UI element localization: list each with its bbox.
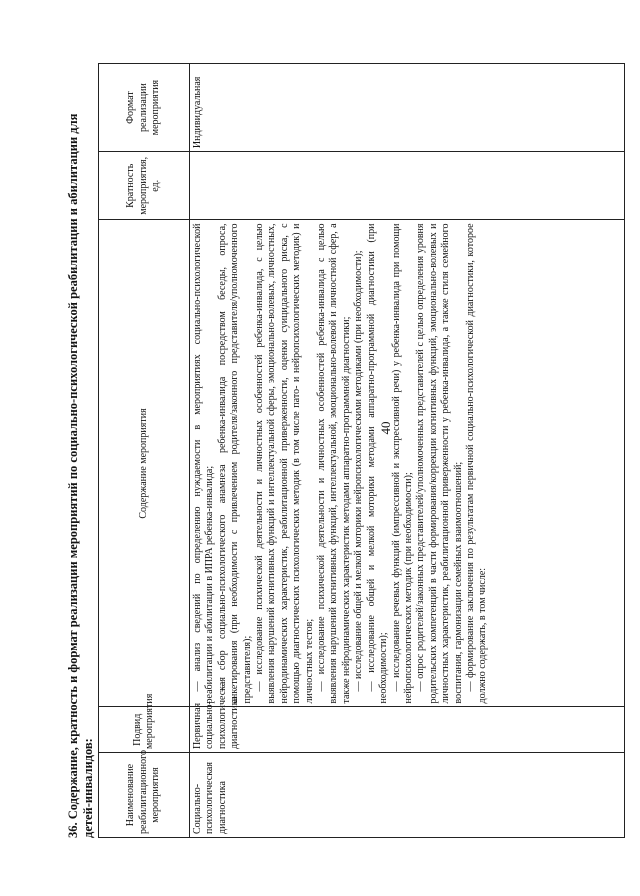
document-heading: 36. Содержание, кратность и формат реализации мероприятий по социально-психологической реабилитации и абилитации для детей-инвалидов:	[66, 113, 95, 838]
cell-multiplicity	[190, 152, 625, 220]
content-item: — исследование общей и мелкой моторики методами аппаратно-программной диагностики (при необходимости);	[365, 223, 390, 704]
cell-measure-name: Социально-психологическая диагностика	[190, 753, 625, 838]
header-subtype: Подвид мероприятия	[99, 707, 190, 753]
content-item: — анализ сведений по определению нуждаемости в мероприятиях социально-психологической реабилитации и абилитации в ИПРА ребенка-инвалида;	[192, 223, 216, 704]
rehabilitation-table	[98, 63, 625, 838]
content-item: — исследование речевых функций (импрессивной и экспрессивной речи) у ребенка-инвалида при помощи нейропсихологических методик (при необходимости);	[390, 223, 414, 704]
content-item: — формирование заключения по результатам первичной социально-психологической диагностики, которое должно содержать, в том числе:	[464, 223, 489, 704]
table-row	[190, 64, 625, 838]
cell-subtype: Первичная социально-психологическая диагностика	[190, 707, 625, 753]
header-measure-name: Наименование реабилитационного мероприятия	[99, 753, 190, 838]
header-format: Формат реализации мероприятия	[99, 64, 190, 152]
header-content: Содержание мероприятия	[99, 220, 190, 707]
content-item: — сбор социально-психологического анамнеза ребенка-инвалида посредством беседы, опроса, анкетирования (при необходимости с привлечением родителя/законного представителя/уполномоченного представителя);	[216, 223, 253, 704]
cell-content	[190, 220, 625, 707]
content-item: — опрос родителей/законных представителей/уполномоченных представителей с целью определения уровня родительских компетенций в части формирования/коррекции когнитивных функций, эмоционально-волевых и личностных характеристик, реабилитационной приверженности у ребенка-инвалида, а также стиля семейного воспитания, гармонизации семейных взаимоотношений;	[415, 223, 464, 704]
cell-format: Индивидуальная	[190, 64, 625, 152]
content-item: — исследование психической деятельности и личностных особенностей ребенка-инвалида с целью выявления нарушений когнитивных функций, интеллектуальной, эмоционально-волевой и личностной сфер, а также нейродинамических характеристик методами аппаратно-программной диагностики;	[316, 223, 352, 704]
table-header-row	[99, 64, 190, 838]
header-multiplicity: Кратность мероприятия, ед.	[99, 152, 190, 220]
content-item: — исследование психической деятельности и личностных особенностей ребенка-инвалида, с целью выявления нарушений когнитивных функций и интеллектуальной сферы, эмоционально-волевых, личностных, нейродинамических характеристик, реабилитационной приверженности, оценки суицидального риска, с помощью диагностических психологических методик (в том числе пато- и нейропсихологических методик) и личностных тестов;	[254, 223, 315, 704]
rotated-document-page	[66, 58, 626, 838]
content-item: — исследование общей и мелкой моторики нейропсихологическими методиками (при необходимости);	[353, 250, 365, 692]
page-number: 40	[378, 421, 393, 435]
